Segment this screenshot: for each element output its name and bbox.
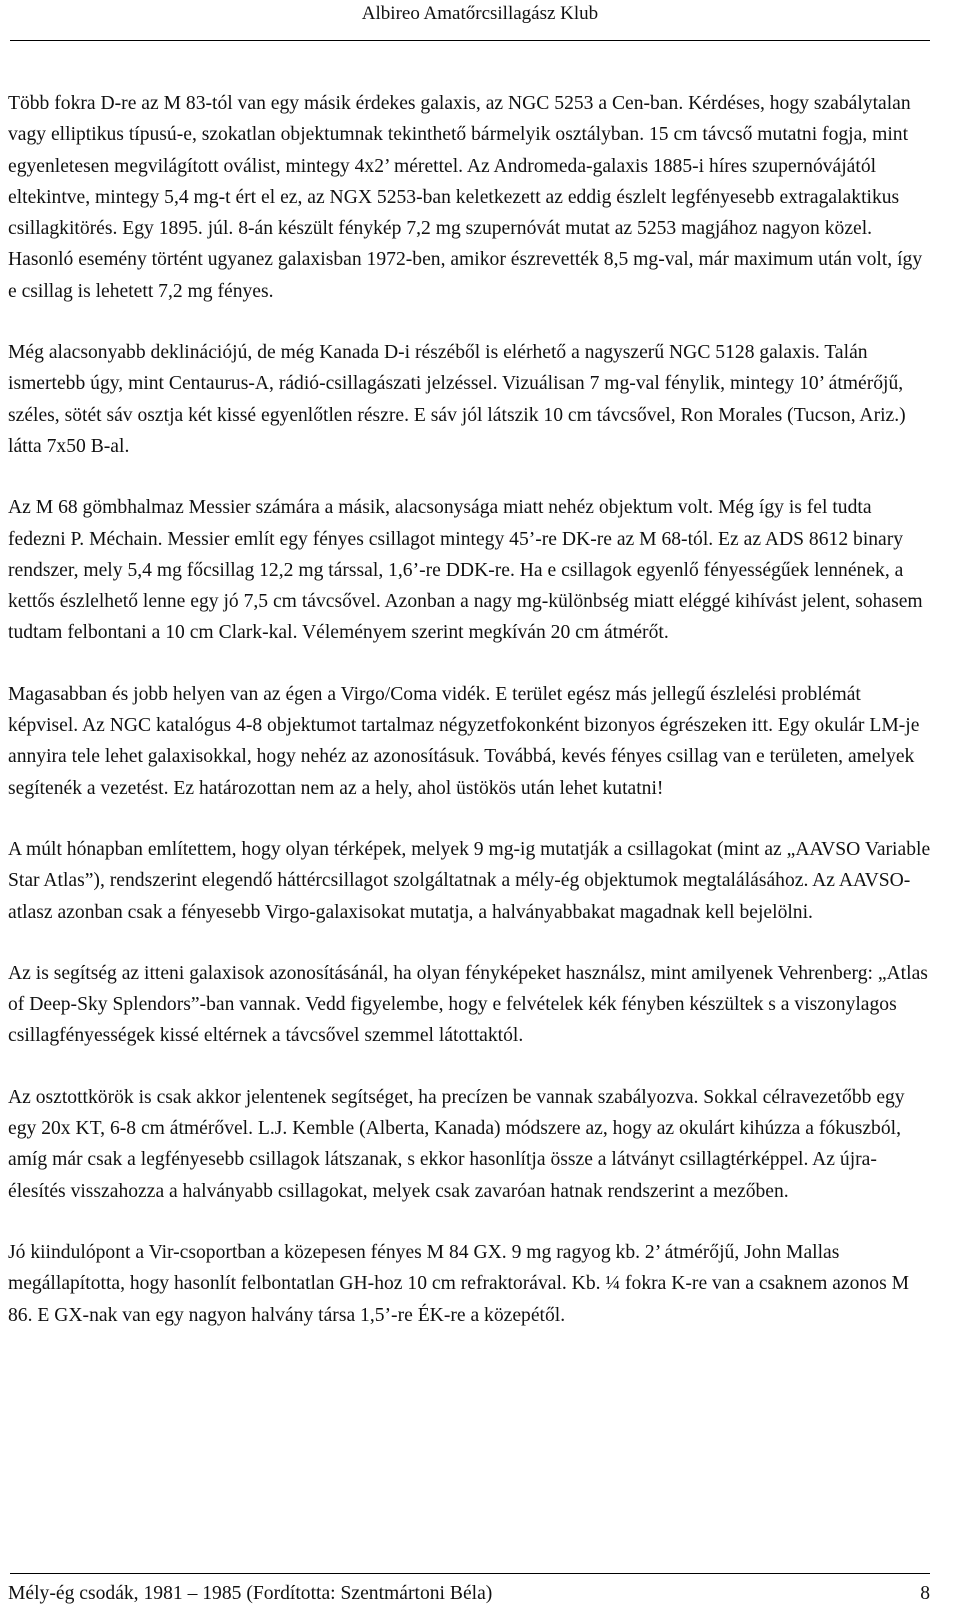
paragraph-ngc-5253: Több fokra D-re az M 83-tól van egy másik érdekes galaxis, az NGC 5253 a Cen-ban. Kérdéses, hogy szabálytalan vagy elliptikus típusú-e, szokatlan objektumnak tekinthető bármelyik osztályban. 15 cm távcső mutatni fogja, mint egyenletesen megvilágított oválist, mintegy 4x2’ mérettel. Az Andromeda-galaxis 1885-i híres szupernóvájától eltekintve, mintegy 5,4 mg-t ért el ez, az NGX 5253-ban keletkezett az eddig észlelt legfényesebb extragalaktikus csillagkitörés. Egy 1895. júl. 8-án készült fénykép 7,2 mg szupernóvát mutat az 5253 magjához nagyon közel. Hasonló esemény történt ugyanez galaxisban 1972-ben, amikor észrevették 8,5 mg-val, már maximum után volt, így e csillag is lehetett 7,2 mg fényes. <box>8 93 923 302</box>
paragraph-ngc-5128: Még alacsonyabb deklinációjú, de még Kanada D-i részéből is elérhető a nagyszerű NGC 5128 galaxis. Talán ismertebb úgy, mint Centaurus-A, rádió-csillagászati jelzéssel. Vizuálisan 7 mg-val fénylik, mintegy 10’ átmérőjű, széles, sötét sáv osztja két kissé egyenlőtlen részre. E sáv jól látszik 10 cm távcsővel, Ron Morales (Tucson, Ariz.) látta 7x50 B-al. <box>8 342 906 457</box>
paragraph-aavso-atlas: A múlt hónapban említettem, hogy olyan térképek, melyek 9 mg-ig mutatják a csillagokat (mint az „AAVSO Variable Star Atlas”), rendszerint elegendő háttércsillagot szolgáltatnak a mély-ég objektumok megtalálásához. Az AAVSO-atlasz azonban csak a fényesebb Virgo-galaxisokat mutatja, a halványabbakat magadnak kell bejelölni. <box>8 838 931 923</box>
page-number: 8 <box>920 1583 930 1604</box>
document-body <box>8 88 932 1361</box>
footer-divider <box>10 1573 930 1574</box>
page-footer: Mély-ég csodák, 1981 – 1985 (Fordította: Szentmártoni Béla) <box>8 1583 493 1604</box>
paragraph-setting-circles: Az osztottkörök is csak akkor jelentenek segítséget, ha precízen be vannak szabályozva. Sokkal célravezetőbb egy egy 20x KT, 6-8 cm átmérővel. L.J. Kemble (Alberta, Kanada) módszere az, hogy az okulárt kihúzza a fókuszból, amíg már csak a legfényesebb csillagok látszanak, s ekkor hasonlítja össze a látványt csillagtérképpel. Az újra-élesítés visszahozza a halványabb csillagokat, melyek csak zavaróan hatnak rendszerint a mezőben. <box>8 1086 905 1202</box>
paragraph-vehrenberg-atlas: Az is segítség az itteni galaxisok azonosításánál, ha olyan fényképeket használsz, mint amilyenek Vehrenberg: „Atlas of Deep-Sky Splendors”-ban vannak. Vedd figyelembe, hogy e felvételek kék fényben készültek s a viszonylagos csillagfényességek kissé eltérnek a távcsővel szemmel látottaktól. <box>8 962 928 1047</box>
header-divider <box>10 40 930 41</box>
page-header: Albireo Amatőrcsillagász Klub <box>361 3 599 24</box>
paragraph-m84: Jó kiindulópont a Vir-csoportban a közepesen fényes M 84 GX. 9 mg ragyog kb. 2’ átmérőjű, John Mallas megállapította, hogy hasonlít felbontatlan GH-hoz 10 cm refraktorával. Kb. ¼ fokra K-re van a csaknem azonos M 86. E GX-nak van egy nagyon halvány társa 1,5’-re ÉK-re a közepétől. <box>8 1241 910 1326</box>
paragraph-virgo-coma: Magasabban és jobb helyen van az égen a Virgo/Coma vidék. E terület egész más jellegű észlelési problémát képvisel. Az NGC katalógus 4-8 objektumot tartalmaz négyzetfokonként bizonyos égrészeken itt. Egy okulár LM-je annyira tele lehet galaxisokkal, hogy nehéz az azonosításuk. Továbbá, kevés fényes csillag van e területen, amelyek segítenék a vezetést. Ez határozottan nem az a hely, ahol üstökös után lehet kutatni! <box>8 683 920 799</box>
paragraph-m68: Az M 68 gömbhalmaz Messier számára a másik, alacsonysága miatt nehéz objektum volt. Még így is fel tudta fedezni P. Méchain. Messier említ egy fényes csillagot mintegy 45’-re DK-re az M 68-tól. Ez az ADS 8612 binary rendszer, mely 5,4 mg főcsillag 12,2 mg társsal, 1,6’-re DDK-re. Ha e csillagok egyenlő fényességűek lennének, a kettős észlelhető lenne egy jó 7,5 cm távcsővel. Azonban a nagy mg-különbség miatt eléggé kihívást jelent, sohasem tudtam felbontani a 10 cm Clark-kal. Véleményem szerint megkíván 20 cm átmérőt. <box>8 497 923 644</box>
